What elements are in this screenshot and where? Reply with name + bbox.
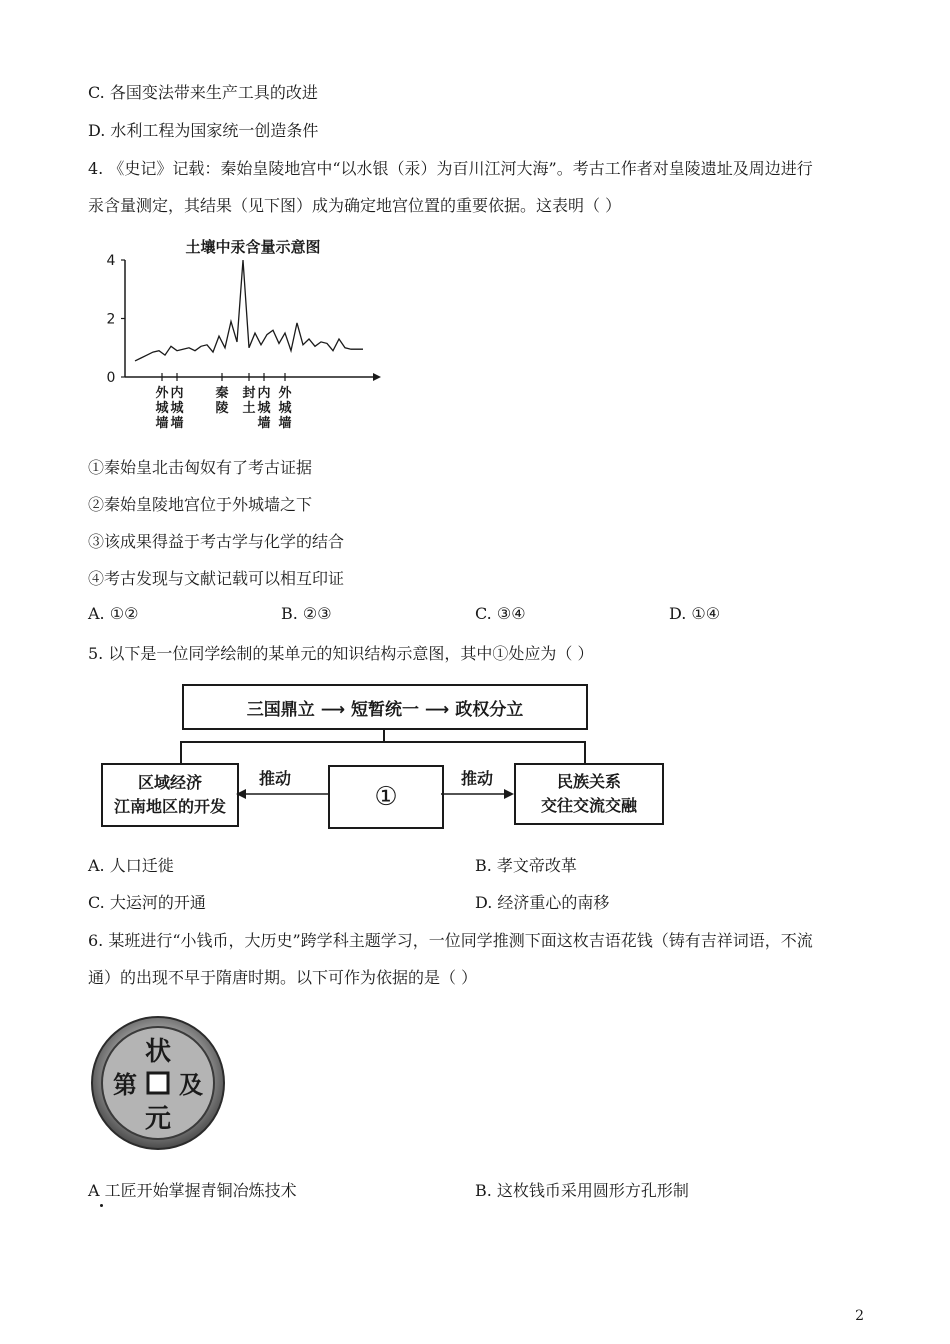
arrow-left: [236, 788, 328, 800]
arrow-right: [441, 788, 514, 800]
y-tick-label: 2: [106, 311, 116, 328]
q5-option-c: C. 大运河的开通: [88, 893, 206, 912]
coin-char-left: 第: [113, 1070, 137, 1099]
q6-stem-line2: 通）的出现不早于隋唐时期。以下可作为依据的是（ ）: [88, 968, 478, 987]
q5-option-d: D. 经济重心的南移: [475, 893, 610, 912]
q4-stem-line2: 汞含量测定，其结果（见下图）成为确定地宫位置的重要依据。这表明（ ）: [88, 196, 622, 215]
q4-stem-line1: 4. 《史记》记载：秦始皇陵地宫中“以水银（汞）为百川江河大海”。考古工作者对皇陵遗址及周边进行: [88, 159, 813, 178]
y-tick-label: 4: [106, 253, 116, 269]
diagram-connector-horizontal: [180, 741, 586, 743]
q4-statement-1: ①秦始皇北击匈奴有了考古证据: [88, 458, 313, 477]
y-tick-label: 0: [106, 370, 116, 386]
q4-statement-3: ③该成果得益于考古学与化学的结合: [88, 532, 345, 551]
right-box-line1: 民族关系: [556, 772, 621, 791]
left-box-line2: 江南地区的开发: [113, 797, 226, 816]
coin-char-right: 及: [179, 1070, 203, 1099]
q4-option-d: D. ①④: [669, 604, 721, 623]
x-marker-label: 封土: [242, 386, 256, 416]
x-axis-arrowhead: [373, 373, 381, 381]
q6-option-b: B. 这枚钱币采用圆形方孔形制: [475, 1181, 689, 1200]
arrow-right-label: 推动: [461, 769, 494, 788]
diagram-connector-right-drop: [584, 741, 586, 763]
q5-stem: 5. 以下是一位同学绘制的某单元的知识结构示意图，其中①处应为（ ）: [88, 644, 594, 663]
x-marker-label: 内城墙: [257, 386, 271, 431]
auspicious-coin-image: [90, 1015, 226, 1151]
q5-option-b: B. 孝文帝改革: [475, 856, 577, 875]
x-marker-label: 外城墙: [278, 386, 292, 431]
page-number: 2: [855, 1308, 864, 1324]
mercury-series-line: [135, 260, 363, 361]
q3-option-c: C. 各国变法带来生产工具的改进: [88, 83, 318, 102]
q5-option-a: A. 人口迁徙: [88, 856, 174, 875]
q6-stem-line1: 6. 某班进行“小钱币，大历史”跨学科主题学习，一位同学推测下面这枚吉语花钱（铸有吉祥词语，不流: [88, 931, 813, 950]
q3-option-d: D. 水利工程为国家统一创造条件: [88, 121, 319, 140]
q4-option-a: A. ①②: [88, 604, 139, 623]
mercury-chart: [95, 232, 395, 437]
diagram-top-box: 三国鼎立 ⟶ 短暂统一 ⟶ 政权分立: [182, 684, 588, 730]
x-marker-label: 内城墙: [170, 386, 184, 431]
diagram-center-box: ①: [328, 765, 444, 829]
chart-title: 土壤中汞含量示意图: [185, 238, 321, 256]
left-box-line1: 区域经济: [137, 773, 202, 792]
right-box-line2: 交往交流交融: [540, 796, 637, 815]
x-marker-label: 秦陵: [215, 386, 229, 416]
coin-char-top: 状: [144, 1037, 172, 1067]
arrow-left-label: 推动: [259, 769, 292, 788]
q4-option-b: B. ②③: [281, 604, 332, 623]
q6-option-a: A 工匠开始掌握青铜冶炼技术: [88, 1181, 297, 1200]
diagram-left-box: [101, 763, 239, 827]
diagram-connector-vertical: [383, 728, 385, 742]
q4-statement-4: ④考古发现与文献记载可以相互印证: [88, 569, 345, 588]
diagram-right-box: [514, 763, 664, 825]
x-marker-label: 外城墙: [155, 386, 169, 431]
q4-option-c: C. ③④: [475, 604, 526, 623]
q4-statement-2: ②秦始皇陵地宫位于外城墙之下: [88, 495, 313, 514]
coin-char-bottom: 元: [144, 1104, 172, 1134]
stray-dot: [100, 1204, 103, 1207]
diagram-connector-left-drop: [180, 741, 182, 763]
